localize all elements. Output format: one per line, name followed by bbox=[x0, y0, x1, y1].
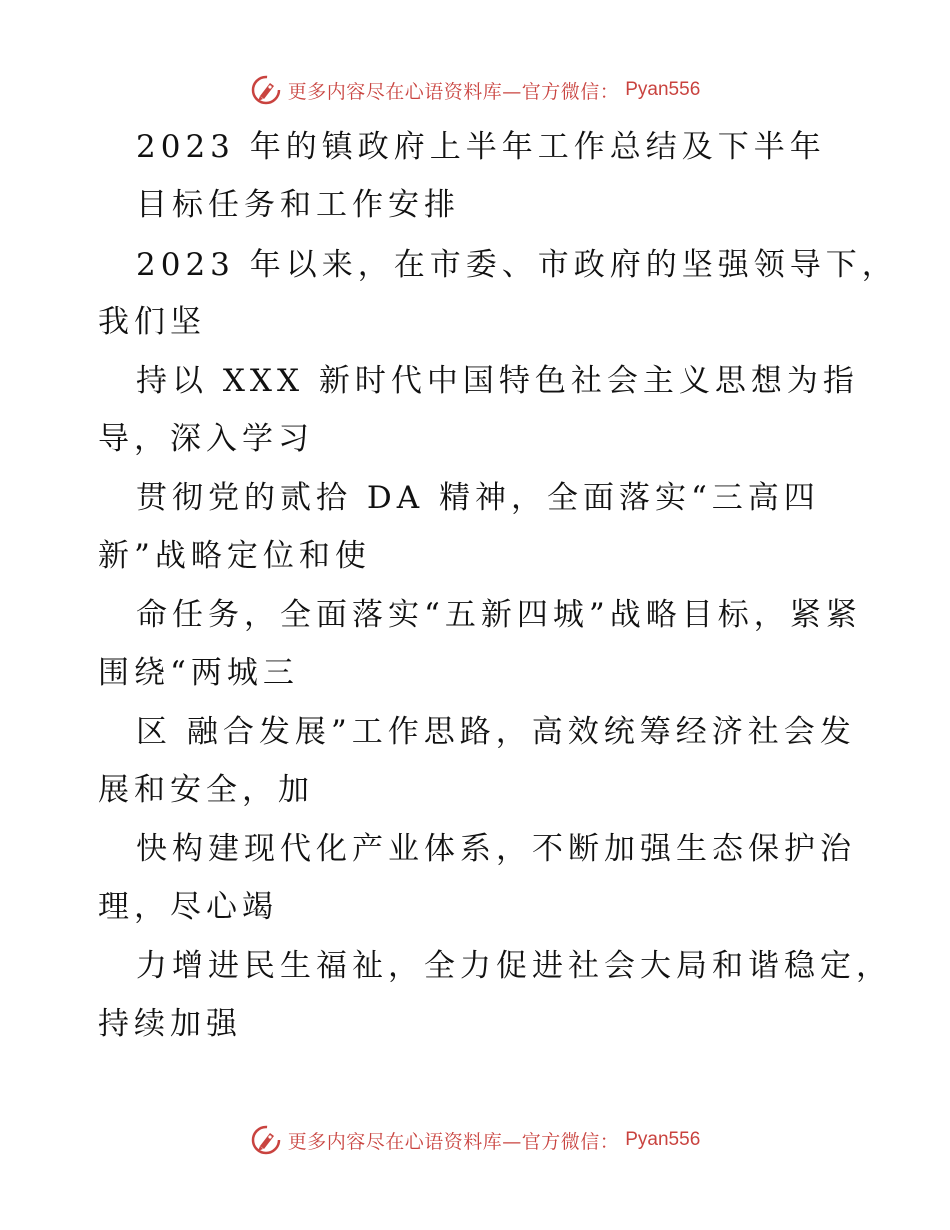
paragraph-line: 快构建现代化产业体系，不断加强生态保护治 bbox=[136, 831, 856, 867]
paragraph-line: 导，深入学习 bbox=[98, 421, 314, 457]
paragraph-line: 力增进民生福祉，全力促进社会大局和谐稳定， bbox=[136, 948, 892, 984]
document-title-line: 2023 年的镇政府上半年工作总结及下半年 bbox=[136, 129, 826, 165]
paragraph-line: 展和安全，加 bbox=[98, 772, 314, 808]
paragraph-line: 新”战略定位和使 bbox=[98, 538, 371, 574]
document-title-line: 目标任务和工作安排 bbox=[136, 187, 460, 223]
paragraph-line: 命任务，全面落实“五新四城”战略目标，紧紧 bbox=[136, 597, 862, 633]
watermark-text: 更多内容尽在心语资料库—官方微信： bbox=[287, 80, 620, 103]
pen-nib-logo-icon bbox=[250, 1124, 282, 1156]
paragraph-line: 理，尽心竭 bbox=[98, 889, 278, 925]
paragraph-line: 2023 年以来，在市委、市政府的坚强领导下， bbox=[136, 247, 898, 283]
watermark-text: 更多内容尽在心语资料库—官方微信： bbox=[287, 1130, 620, 1153]
paragraph-line: 持以 XXX 新时代中国特色社会主义思想为指 bbox=[136, 363, 859, 399]
watermark-wechat-id: Pyan556 bbox=[625, 1129, 701, 1150]
paragraph-line: 贯彻党的贰拾 DA 精神，全面落实“三高四 bbox=[136, 480, 820, 516]
paragraph-line: 围绕“两城三 bbox=[98, 655, 299, 691]
paragraph-line: 区 融合发展”工作思路，高效统筹经济社会发 bbox=[136, 714, 856, 750]
paragraph-line: 我们坚 bbox=[98, 304, 206, 340]
watermark-wechat-id: Pyan556 bbox=[625, 79, 701, 100]
bottom-watermark-banner bbox=[0, 1120, 950, 1160]
paragraph-line: 持续加强 bbox=[98, 1006, 242, 1042]
